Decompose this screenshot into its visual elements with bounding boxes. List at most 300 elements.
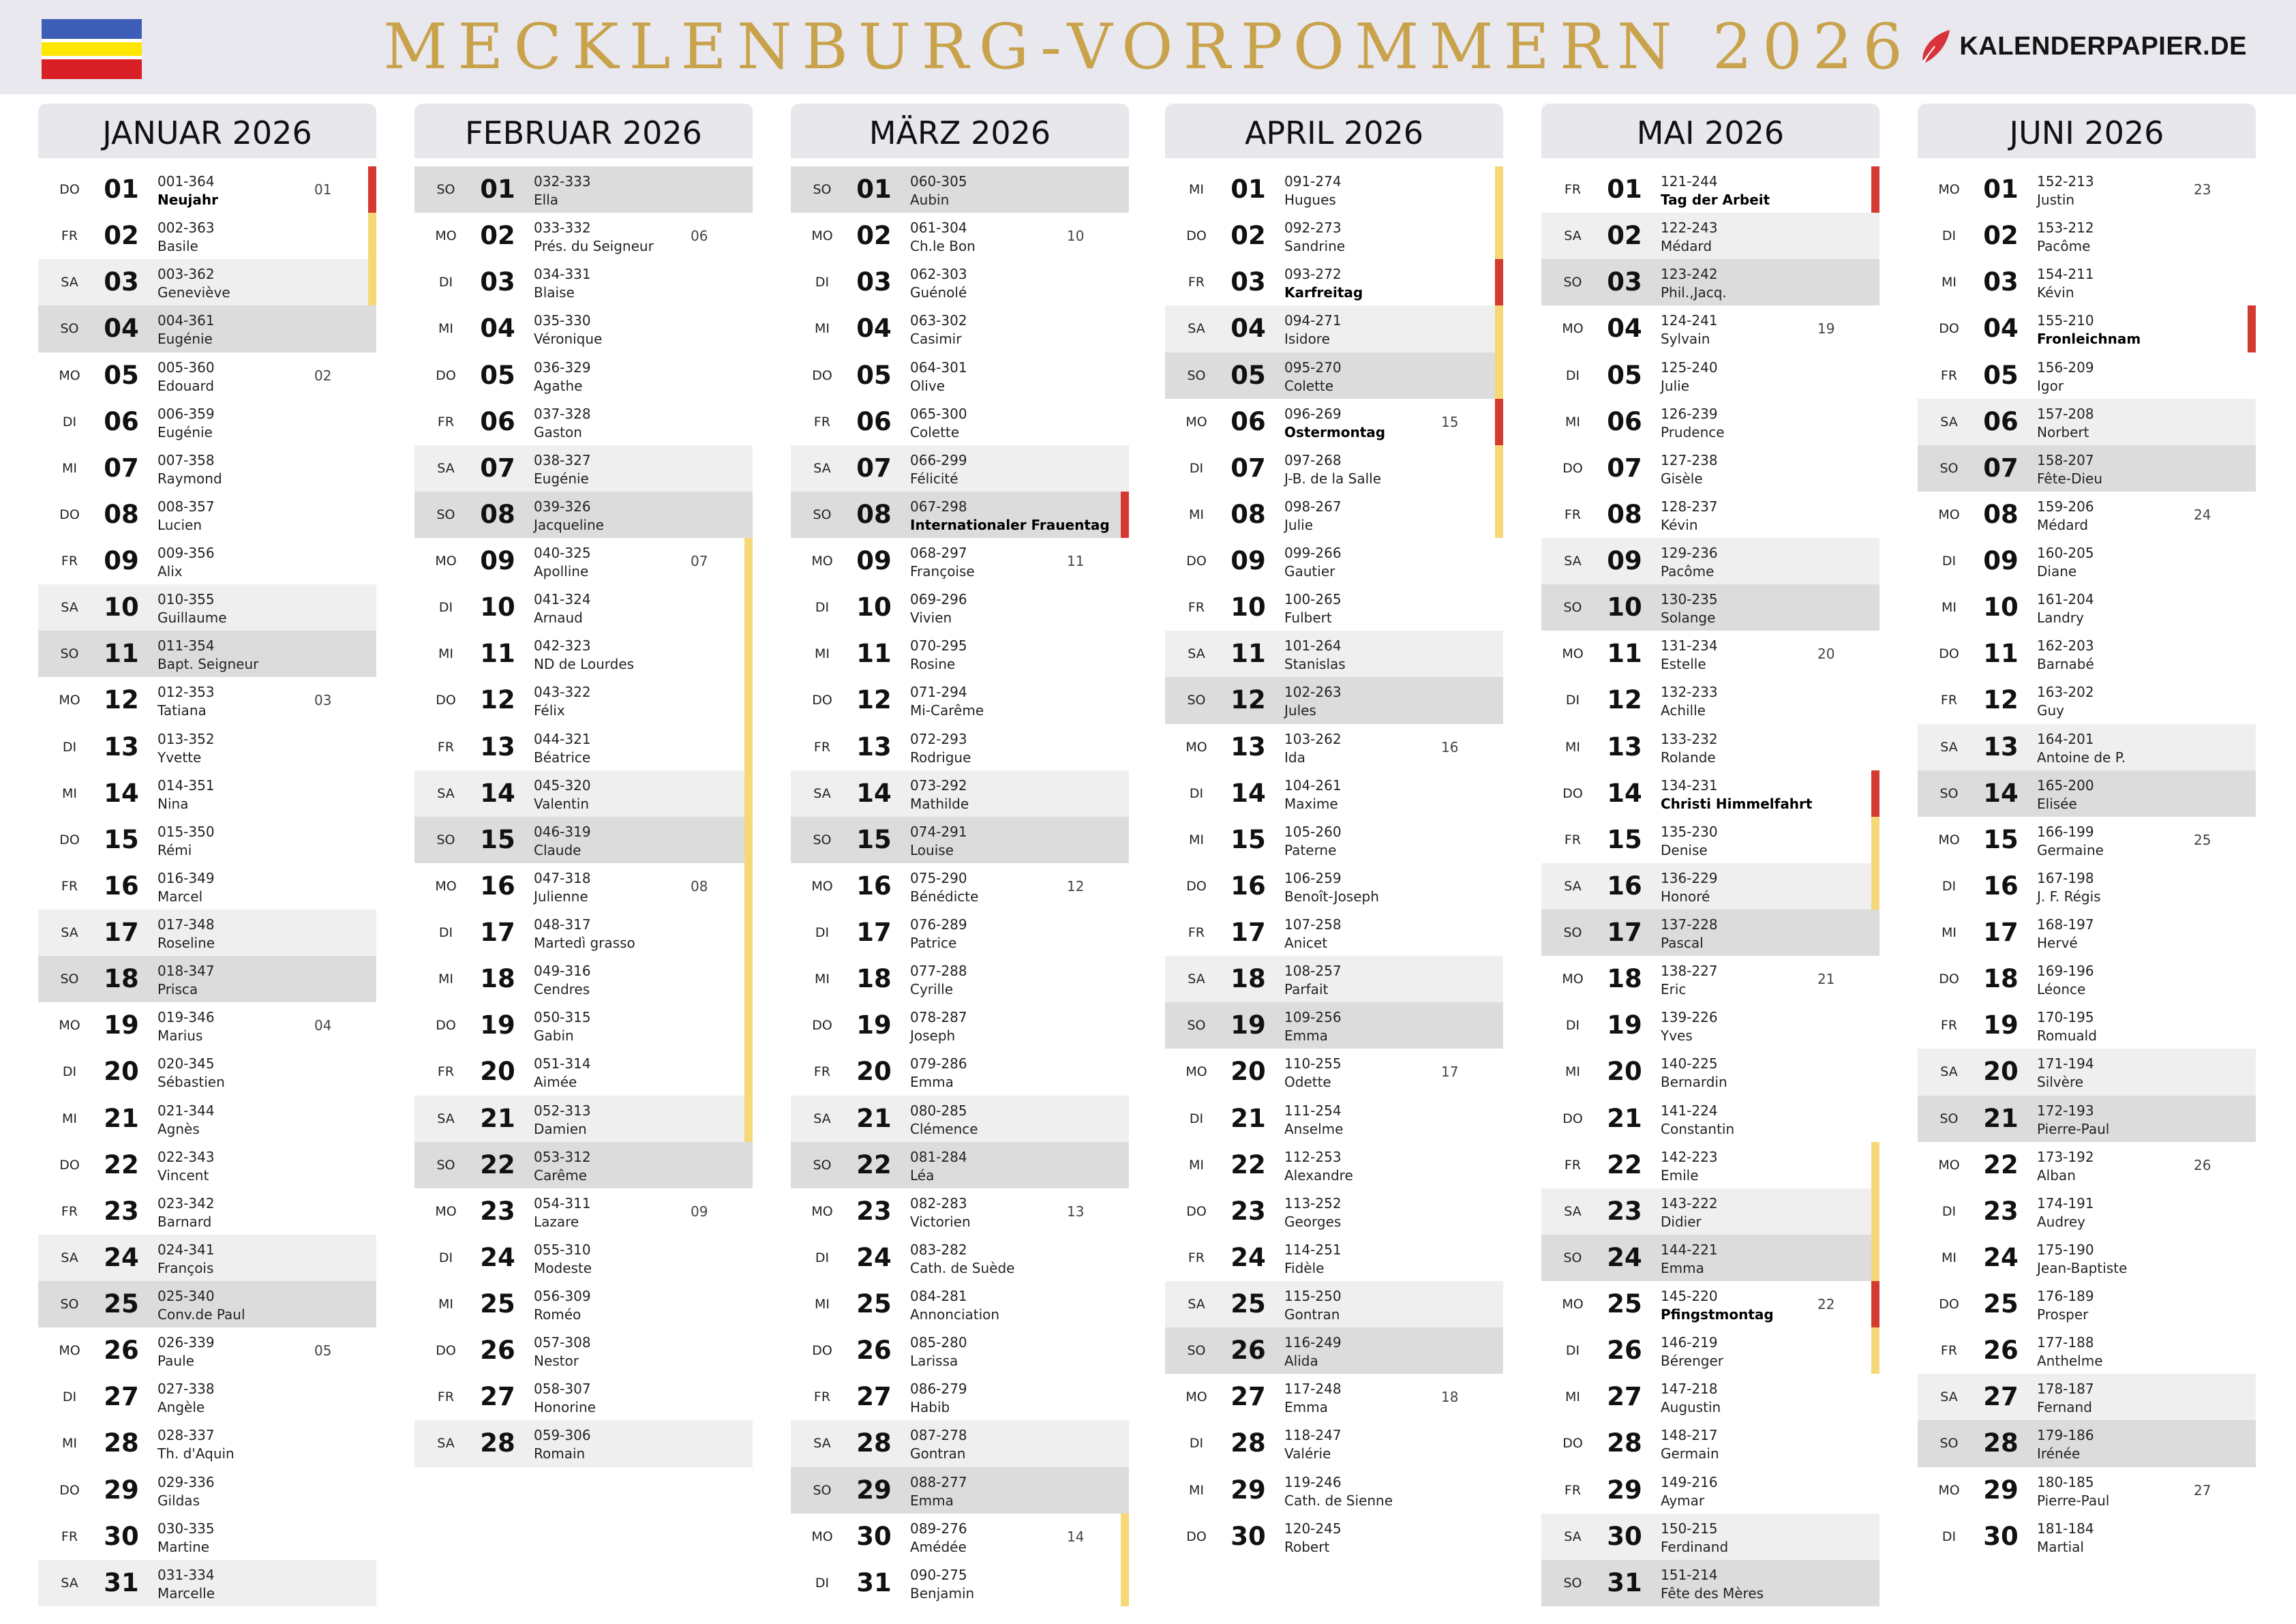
- day-of-year-code: 015-350: [157, 823, 215, 840]
- day-row[interactable]: [1541, 1560, 1879, 1606]
- day-row[interactable]: [38, 166, 376, 213]
- day-of-year-code: 142-223: [1661, 1148, 1718, 1165]
- day-row[interactable]: [1165, 538, 1503, 584]
- day-row[interactable]: [791, 1374, 1129, 1420]
- weekday-label: FR: [1564, 1482, 1582, 1498]
- day-row[interactable]: [414, 1235, 753, 1281]
- day-row[interactable]: [38, 1420, 376, 1467]
- day-row[interactable]: [1541, 863, 1879, 909]
- day-row[interactable]: [414, 956, 753, 1002]
- day-row[interactable]: [1165, 352, 1503, 399]
- day-info: [1284, 1520, 1342, 1557]
- week-number: 07: [691, 553, 708, 569]
- name-day: Justin: [2037, 192, 2075, 208]
- day-row[interactable]: [1165, 677, 1503, 723]
- day-row[interactable]: [1541, 817, 1879, 863]
- day-row[interactable]: [1918, 1142, 2256, 1188]
- day-of-year-code: 091-274: [1284, 173, 1342, 190]
- name-day: Alida: [1284, 1353, 1318, 1370]
- day-of-year-code: 074-291: [910, 823, 967, 840]
- day-row[interactable]: [38, 1142, 376, 1188]
- day-row[interactable]: [1918, 213, 2256, 259]
- day-row[interactable]: [1541, 677, 1879, 723]
- day-number: 26: [856, 1336, 892, 1366]
- weekday-label: MO: [1185, 414, 1207, 430]
- day-row[interactable]: [1541, 1002, 1879, 1049]
- day-row[interactable]: [38, 1467, 376, 1514]
- day-row[interactable]: [414, 909, 753, 956]
- day-row[interactable]: [791, 1281, 1129, 1327]
- day-row[interactable]: [791, 817, 1129, 863]
- day-number: 24: [104, 1242, 139, 1272]
- day-info: [1284, 962, 1342, 999]
- day-info: [534, 498, 604, 535]
- day-row[interactable]: [791, 1002, 1129, 1049]
- day-row[interactable]: [1918, 445, 2256, 492]
- day-row[interactable]: [1918, 724, 2256, 770]
- day-of-year-code: 173-192: [2037, 1148, 2094, 1165]
- week-number: 27: [2194, 1482, 2211, 1499]
- day-row[interactable]: [791, 677, 1129, 723]
- day-row[interactable]: [1541, 1096, 1879, 1142]
- day-row[interactable]: [38, 677, 376, 723]
- day-row[interactable]: [791, 399, 1129, 445]
- day-row[interactable]: [1541, 352, 1879, 399]
- day-info: [2037, 962, 2094, 999]
- day-row[interactable]: [38, 956, 376, 1002]
- day-info: [910, 1102, 978, 1139]
- day-row[interactable]: [38, 1281, 376, 1327]
- weekday-label: DO: [59, 832, 80, 847]
- day-row[interactable]: [414, 305, 753, 352]
- day-row[interactable]: [38, 1514, 376, 1560]
- day-row[interactable]: [1165, 584, 1503, 631]
- day-row[interactable]: [791, 1420, 1129, 1467]
- name-day: Clémence: [910, 1120, 978, 1137]
- weekday-label: SO: [1563, 1575, 1582, 1591]
- day-row[interactable]: [1541, 1514, 1879, 1560]
- day-row[interactable]: [1541, 631, 1879, 677]
- day-row[interactable]: [1541, 1235, 1879, 1281]
- day-row[interactable]: [414, 1327, 753, 1374]
- day-row[interactable]: [414, 631, 753, 677]
- day-row[interactable]: [791, 213, 1129, 259]
- day-row[interactable]: [1165, 445, 1503, 492]
- day-info: [157, 1287, 245, 1324]
- day-row[interactable]: [1165, 1002, 1503, 1049]
- day-row[interactable]: [414, 1142, 753, 1188]
- day-row[interactable]: [414, 1188, 753, 1235]
- weekday-label: FR: [61, 1203, 78, 1219]
- day-row[interactable]: [1541, 956, 1879, 1002]
- day-row[interactable]: [1165, 213, 1503, 259]
- day-row[interactable]: [1541, 213, 1879, 259]
- weekday-label: MO: [811, 1529, 833, 1544]
- weekday-label: DI: [1942, 1203, 1957, 1219]
- day-row[interactable]: [1165, 770, 1503, 817]
- weekday-label: FR: [1940, 1018, 1958, 1034]
- day-row[interactable]: [791, 1560, 1129, 1606]
- day-row[interactable]: [1918, 538, 2256, 584]
- day-row[interactable]: [791, 1327, 1129, 1374]
- day-row[interactable]: [1165, 259, 1503, 305]
- day-of-year-code: 061-304: [910, 220, 967, 237]
- day-row[interactable]: [791, 770, 1129, 817]
- day-of-year-code: 180-185: [2037, 1473, 2094, 1490]
- day-row[interactable]: [1541, 584, 1879, 631]
- weekday-label: SO: [436, 182, 455, 197]
- day-row[interactable]: [414, 770, 753, 817]
- day-row[interactable]: [1918, 399, 2256, 445]
- day-row[interactable]: [1918, 956, 2256, 1002]
- day-row[interactable]: [1918, 1467, 2256, 1514]
- day-row[interactable]: [1541, 1467, 1879, 1514]
- weekday-label: MO: [59, 367, 80, 383]
- day-number: 07: [480, 453, 515, 483]
- name-day: Agathe: [534, 377, 583, 394]
- day-row[interactable]: [791, 166, 1129, 213]
- day-of-year-code: 063-302: [910, 312, 967, 329]
- day-of-year-code: 133-232: [1661, 730, 1718, 747]
- day-row[interactable]: [38, 1096, 376, 1142]
- day-info: [1661, 916, 1718, 952]
- day-row[interactable]: [38, 1002, 376, 1049]
- day-row[interactable]: [1165, 1514, 1503, 1560]
- day-row[interactable]: [1541, 1188, 1879, 1235]
- day-number: 12: [856, 685, 892, 715]
- day-row[interactable]: [791, 259, 1129, 305]
- day-row[interactable]: [1541, 724, 1879, 770]
- day-row[interactable]: [38, 259, 376, 305]
- brand-logo[interactable]: [1920, 26, 2247, 67]
- day-info: [1661, 869, 1718, 906]
- day-row[interactable]: [1165, 1188, 1503, 1235]
- day-of-year-code: 003-362: [157, 266, 215, 283]
- day-row[interactable]: [414, 445, 753, 492]
- day-row[interactable]: [38, 1235, 376, 1281]
- day-row[interactable]: [791, 445, 1129, 492]
- name-day: Irénée: [2037, 1445, 2081, 1462]
- day-row[interactable]: [1918, 863, 2256, 909]
- day-number: 25: [856, 1289, 892, 1319]
- day-row[interactable]: [414, 1374, 753, 1420]
- day-row[interactable]: [414, 259, 753, 305]
- day-number: 09: [104, 546, 139, 575]
- day-row[interactable]: [414, 1096, 753, 1142]
- day-of-year-code: 079-286: [910, 1055, 967, 1072]
- day-row[interactable]: [1541, 445, 1879, 492]
- day-number: 19: [480, 1010, 515, 1040]
- day-row[interactable]: [38, 492, 376, 538]
- name-day: Carême: [534, 1167, 588, 1184]
- day-row[interactable]: [414, 213, 753, 259]
- day-row[interactable]: [414, 1049, 753, 1095]
- day-of-year-code: 060-305: [910, 173, 967, 190]
- day-row[interactable]: [1541, 1281, 1879, 1327]
- day-row[interactable]: [791, 1467, 1129, 1514]
- weekday-label: DO: [1186, 878, 1207, 894]
- day-row[interactable]: [791, 909, 1129, 956]
- day-info: [157, 1473, 215, 1510]
- day-list: [1918, 166, 2256, 1560]
- day-row[interactable]: [1541, 1420, 1879, 1467]
- name-day: Habib: [910, 1399, 950, 1416]
- brand-name: KALENDERPAPIER.DE: [1959, 31, 2247, 61]
- day-row[interactable]: [1165, 1467, 1503, 1514]
- day-row[interactable]: [414, 492, 753, 538]
- day-of-year-code: 121-244: [1661, 173, 1718, 190]
- day-row[interactable]: [1165, 1049, 1503, 1095]
- day-of-year-code: 149-216: [1661, 1473, 1718, 1490]
- weekday-label: MI: [1189, 1482, 1204, 1498]
- day-row[interactable]: [38, 1560, 376, 1606]
- day-info: [1284, 451, 1381, 488]
- day-row[interactable]: [38, 1327, 376, 1374]
- day-number: 30: [104, 1521, 139, 1551]
- name-day: Patrice: [910, 935, 957, 951]
- day-row[interactable]: [1918, 259, 2256, 305]
- day-of-year-code: 117-248: [1284, 1381, 1342, 1398]
- day-row[interactable]: [791, 352, 1129, 399]
- day-row[interactable]: [791, 584, 1129, 631]
- weekday-label: DO: [1562, 1436, 1583, 1452]
- day-row[interactable]: [414, 863, 753, 909]
- day-row[interactable]: [414, 1420, 753, 1467]
- week-number: 21: [1817, 971, 1835, 988]
- day-row[interactable]: [1918, 352, 2256, 399]
- day-row[interactable]: [1165, 305, 1503, 352]
- day-row[interactable]: [38, 1374, 376, 1420]
- day-row[interactable]: [1541, 538, 1879, 584]
- day-row[interactable]: [38, 1188, 376, 1235]
- day-number: 08: [856, 499, 892, 529]
- day-row[interactable]: [1541, 1374, 1879, 1420]
- weekday-label: MO: [1562, 646, 1584, 662]
- day-row[interactable]: [414, 584, 753, 631]
- day-row[interactable]: [1165, 909, 1503, 956]
- day-info: [157, 219, 215, 256]
- day-row[interactable]: [791, 1049, 1129, 1095]
- day-of-year-code: 065-300: [910, 405, 967, 422]
- weekday-label: FR: [437, 414, 455, 430]
- day-row[interactable]: [38, 770, 376, 817]
- day-row[interactable]: [1918, 1002, 2256, 1049]
- weekday-label: SO: [60, 646, 79, 662]
- weekday-label: SO: [813, 182, 832, 197]
- weekday-label: FR: [437, 739, 455, 755]
- weekday-label: FR: [1940, 1343, 1958, 1359]
- day-row[interactable]: [1165, 1096, 1503, 1142]
- day-row[interactable]: [791, 956, 1129, 1002]
- day-row[interactable]: [38, 352, 376, 399]
- weekday-label: MI: [438, 972, 453, 987]
- day-row[interactable]: [1541, 259, 1879, 305]
- weekday-label: MI: [1189, 507, 1204, 522]
- weekday-label: FR: [1188, 925, 1205, 940]
- name-day: Aymar: [1661, 1492, 1705, 1509]
- day-row[interactable]: [414, 538, 753, 584]
- day-number: 16: [1230, 871, 1266, 901]
- day-row[interactable]: [1918, 1281, 2256, 1327]
- day-row[interactable]: [1541, 305, 1879, 352]
- day-row[interactable]: [1918, 1327, 2256, 1374]
- day-row[interactable]: [791, 863, 1129, 909]
- name-day: Nina: [157, 795, 189, 812]
- day-row[interactable]: [791, 538, 1129, 584]
- day-info: [2037, 405, 2094, 442]
- day-row[interactable]: [1918, 1188, 2256, 1235]
- weekday-label: DI: [62, 739, 77, 755]
- day-row[interactable]: [1165, 399, 1503, 445]
- day-info: [1284, 1426, 1342, 1463]
- day-row[interactable]: [1165, 817, 1503, 863]
- day-row[interactable]: [38, 817, 376, 863]
- day-row[interactable]: [38, 631, 376, 677]
- day-row[interactable]: [1541, 1327, 1879, 1374]
- day-list: [414, 166, 753, 1467]
- day-number: 22: [480, 1149, 515, 1179]
- holiday-name: Fronleichnam: [2037, 331, 2141, 348]
- day-row[interactable]: [1165, 724, 1503, 770]
- name-day: Eugénie: [534, 470, 589, 487]
- school-holiday-marker: [744, 770, 753, 817]
- day-row[interactable]: [38, 863, 376, 909]
- name-day: Gabin: [534, 1027, 574, 1044]
- day-number: 15: [480, 824, 515, 854]
- day-row[interactable]: [414, 817, 753, 863]
- day-of-year-code: 126-239: [1661, 405, 1718, 422]
- day-number: 19: [1230, 1010, 1266, 1040]
- day-row[interactable]: [791, 1514, 1129, 1560]
- day-row[interactable]: [791, 1188, 1129, 1235]
- day-row[interactable]: [1541, 1049, 1879, 1095]
- day-row[interactable]: [1918, 770, 2256, 817]
- week-number: 18: [1441, 1389, 1459, 1406]
- holiday-name: Neujahr: [157, 192, 218, 208]
- name-day: Casimir: [910, 331, 962, 348]
- name-day: Constantin: [1661, 1120, 1735, 1137]
- name-day: Nestor: [534, 1353, 579, 1370]
- weekday-label: MI: [1942, 1250, 1957, 1265]
- day-row[interactable]: [791, 492, 1129, 538]
- weekday-label: FR: [1564, 832, 1582, 847]
- day-row[interactable]: [1918, 677, 2256, 723]
- day-of-year-code: 073-292: [910, 777, 967, 794]
- day-row[interactable]: [1165, 492, 1503, 538]
- day-row[interactable]: [38, 909, 376, 956]
- day-row[interactable]: [1918, 166, 2256, 213]
- day-row[interactable]: [38, 399, 376, 445]
- day-row[interactable]: [791, 1235, 1129, 1281]
- name-day: Emma: [1284, 1027, 1328, 1044]
- day-row[interactable]: [1541, 1142, 1879, 1188]
- day-number: 10: [1230, 592, 1266, 622]
- day-row[interactable]: [1918, 1514, 2256, 1560]
- day-row[interactable]: [1165, 1142, 1503, 1188]
- day-row[interactable]: [1541, 166, 1879, 213]
- day-row[interactable]: [791, 724, 1129, 770]
- name-day: Paule: [157, 1353, 194, 1370]
- day-info: [1284, 869, 1379, 906]
- day-row[interactable]: [1918, 1420, 2256, 1467]
- weekday-label: SO: [813, 1157, 832, 1173]
- day-row[interactable]: [38, 305, 376, 352]
- day-row[interactable]: [1918, 305, 2256, 352]
- day-row[interactable]: [1918, 631, 2256, 677]
- day-row[interactable]: [38, 584, 376, 631]
- weekday-label: SA: [1564, 878, 1582, 894]
- day-info: [910, 730, 971, 767]
- day-row[interactable]: [38, 724, 376, 770]
- name-day: Bénédicte: [910, 888, 979, 905]
- day-row[interactable]: [1541, 492, 1879, 538]
- day-row[interactable]: [38, 213, 376, 259]
- day-row[interactable]: [1165, 956, 1503, 1002]
- day-row[interactable]: [1541, 399, 1879, 445]
- day-row[interactable]: [1165, 863, 1503, 909]
- day-row[interactable]: [1165, 1327, 1503, 1374]
- name-day: Mathilde: [910, 795, 969, 812]
- day-row[interactable]: [1918, 492, 2256, 538]
- day-row[interactable]: [414, 724, 753, 770]
- day-info: [910, 544, 975, 581]
- day-row[interactable]: [1918, 584, 2256, 631]
- day-info: [1284, 1008, 1342, 1045]
- weekday-label: DI: [438, 1250, 453, 1265]
- day-row[interactable]: [1165, 1374, 1503, 1420]
- day-row[interactable]: [414, 1002, 753, 1049]
- day-row[interactable]: [414, 399, 753, 445]
- day-row[interactable]: [1165, 631, 1503, 677]
- day-number: 08: [1983, 499, 2019, 529]
- day-of-year-code: 116-249: [1284, 1334, 1342, 1351]
- day-row[interactable]: [414, 1281, 753, 1327]
- day-info: [157, 1241, 215, 1278]
- day-number: 24: [1983, 1242, 2019, 1272]
- day-row[interactable]: [791, 1096, 1129, 1142]
- day-row[interactable]: [791, 1142, 1129, 1188]
- day-row[interactable]: [414, 166, 753, 213]
- day-row[interactable]: [791, 631, 1129, 677]
- day-row[interactable]: [1918, 1096, 2256, 1142]
- day-info: [534, 1055, 591, 1092]
- day-row[interactable]: [1165, 1281, 1503, 1327]
- day-of-year-code: 039-326: [534, 498, 591, 515]
- day-row[interactable]: [1541, 770, 1879, 817]
- day-number: 16: [1607, 871, 1642, 901]
- day-row[interactable]: [1918, 1049, 2256, 1095]
- day-row[interactable]: [1918, 1374, 2256, 1420]
- day-row[interactable]: [1541, 909, 1879, 956]
- day-of-year-code: 105-260: [1284, 823, 1342, 840]
- day-row[interactable]: [414, 352, 753, 399]
- day-row[interactable]: [1918, 1235, 2256, 1281]
- day-row[interactable]: [1918, 817, 2256, 863]
- day-row[interactable]: [38, 1049, 376, 1095]
- name-day: Fulbert: [1284, 610, 1332, 627]
- day-row[interactable]: [414, 677, 753, 723]
- day-row[interactable]: [1165, 166, 1503, 213]
- day-row[interactable]: [1165, 1235, 1503, 1281]
- weekday-label: SA: [61, 275, 78, 290]
- day-row[interactable]: [791, 305, 1129, 352]
- day-row[interactable]: [38, 538, 376, 584]
- weekday-label: MI: [62, 460, 77, 476]
- day-number: 06: [104, 406, 139, 436]
- day-row[interactable]: [38, 445, 376, 492]
- day-row[interactable]: [1918, 909, 2256, 956]
- day-row[interactable]: [1165, 1420, 1503, 1467]
